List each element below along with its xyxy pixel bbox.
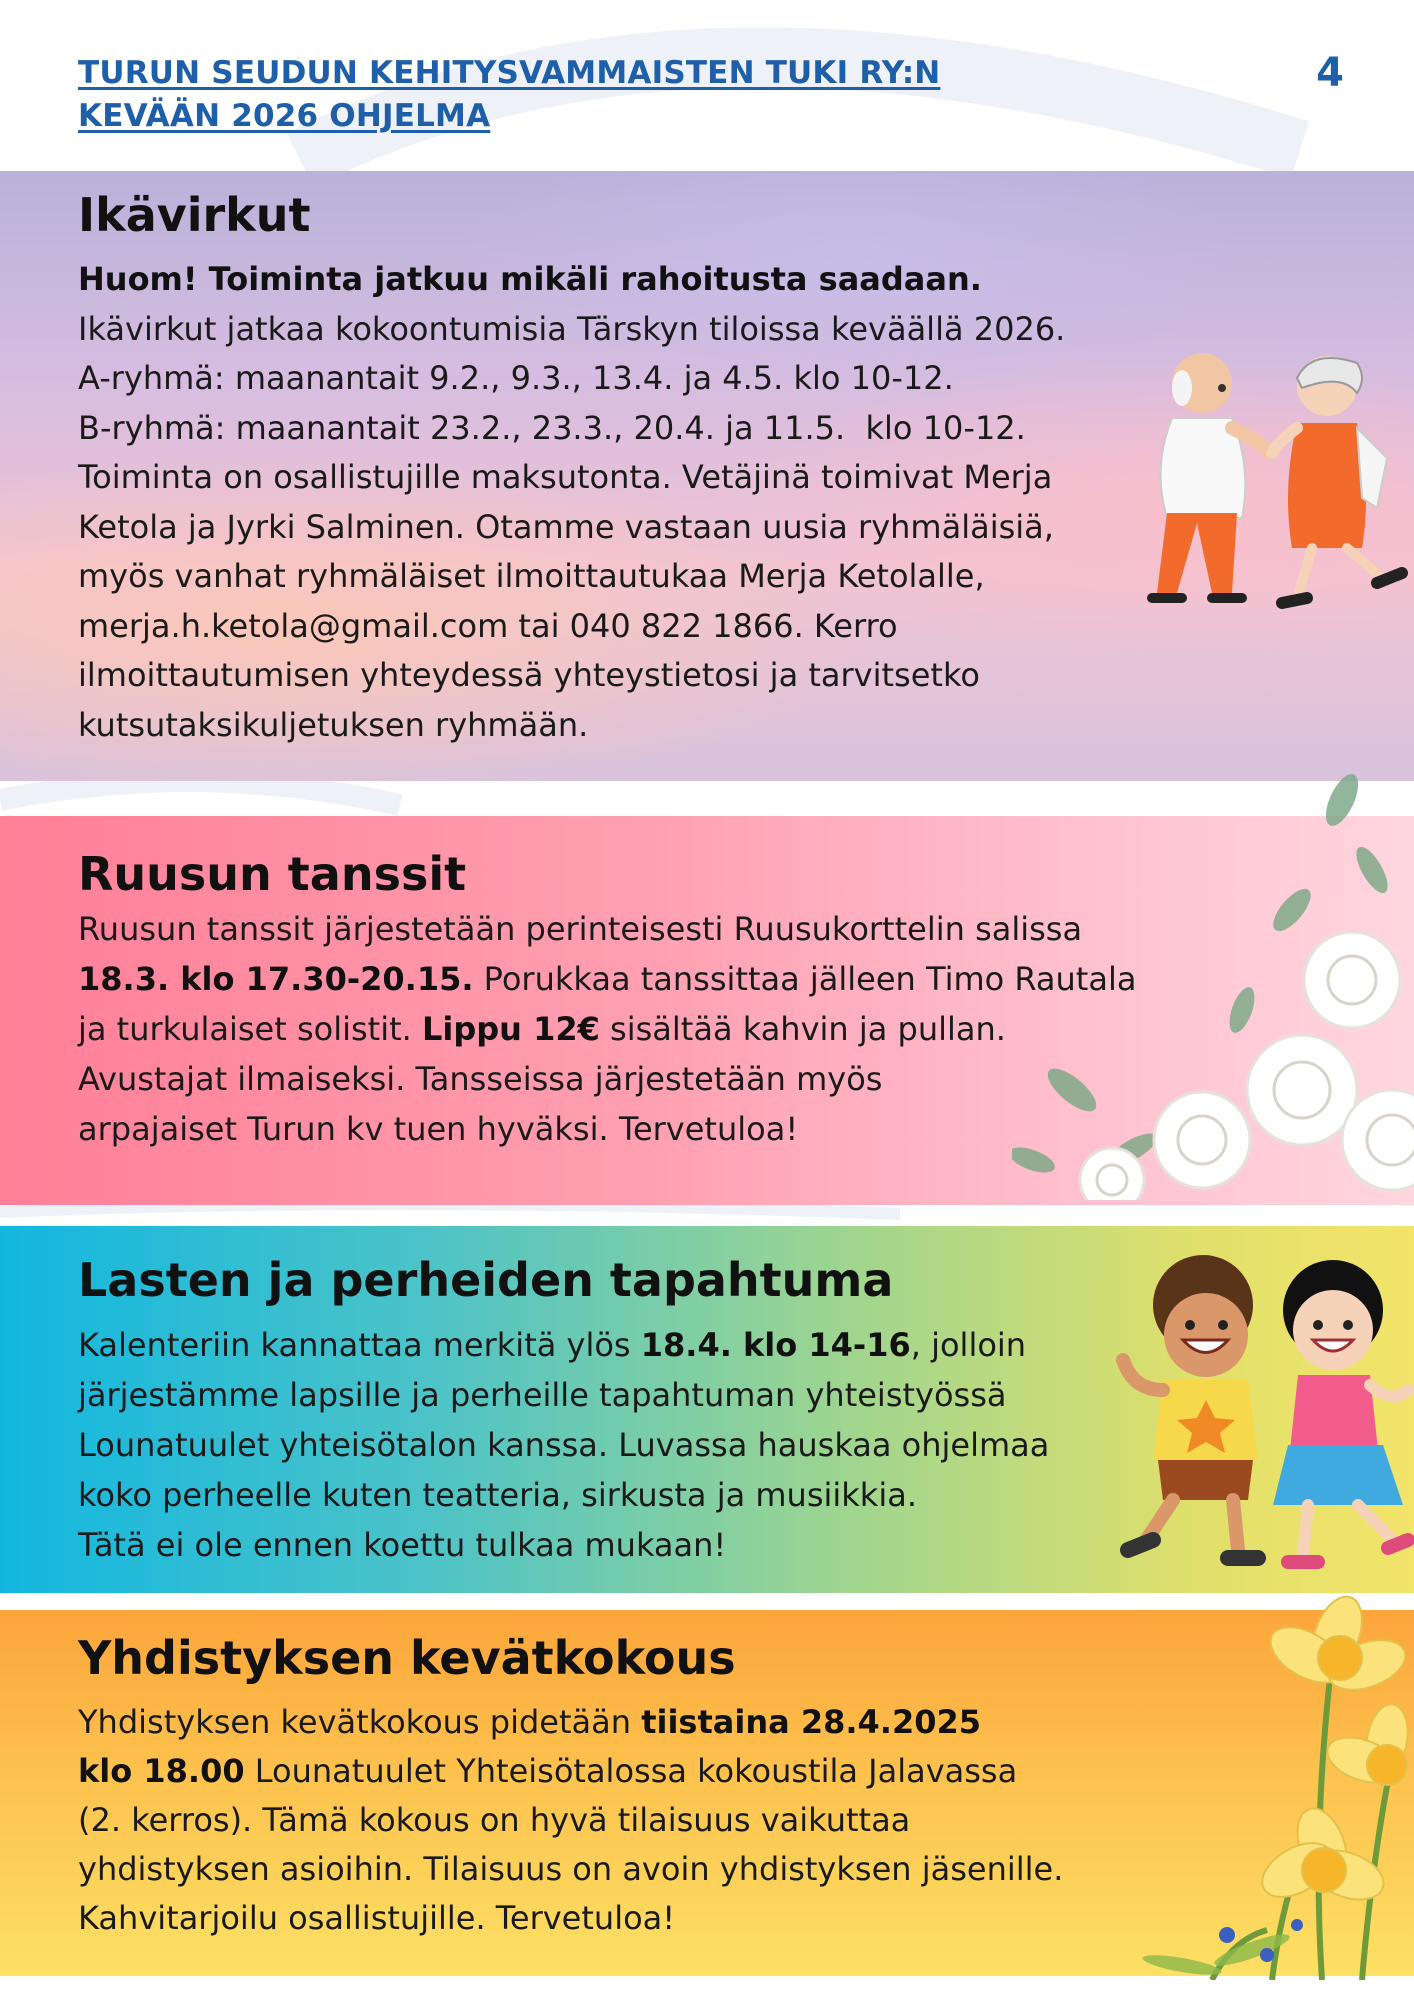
bold-text: 18.4. klo 14-16 xyxy=(640,1326,911,1364)
text-run: Yhdistyksen kevätkokous pidetään xyxy=(78,1703,642,1741)
text-run: A-ryhmä: maanantait 9.2., 9.3., 13.4. ja 4.5. klo 10-12. xyxy=(78,359,954,397)
text-run: Toiminta on osallistujille maksutonta. Vetäjinä toimivat Merja xyxy=(78,458,1053,496)
text-run: Avustajat ilmaiseksi. Tansseissa järjestetään myös xyxy=(78,1060,883,1098)
daffodil-flower xyxy=(1253,1802,1390,1909)
text-run: , jolloin xyxy=(910,1326,1027,1364)
text-run: B-ryhmä: maanantait 23.2., 23.3., 20.4. ja 11.5. klo 10-12. xyxy=(78,408,1026,447)
text-line xyxy=(78,651,1414,701)
document-header xyxy=(78,52,1078,138)
section-title: Lasten ja perheiden tapahtuma xyxy=(78,1253,894,1307)
text-line xyxy=(78,701,1414,751)
text-run: Lounatuulet yhteisötalon kanssa. Luvassa hauskaa ohjelmaa xyxy=(78,1426,1050,1464)
text-run: kutsutaksikuljetuksen ryhmään. xyxy=(78,705,589,744)
text-run: Kalenteriin kannattaa merkitä ylös xyxy=(78,1326,641,1364)
text-run: koko perheelle kuten teatteria, sirkusta ja musiikkia. xyxy=(78,1476,917,1514)
text-run: ja turkulaiset solistit. xyxy=(78,1010,422,1048)
elderly-woman-figure xyxy=(1272,356,1402,603)
text-run: merja.h.ketola@gmail.com tai 040 822 1866. Kerro xyxy=(78,606,898,645)
happy-kids-illustration xyxy=(1108,1240,1414,1580)
elderly-man-figure xyxy=(1152,353,1270,598)
text-run: Porukkaa tanssittaa jälleen Timo Rautala xyxy=(473,960,1137,998)
text-run: järjestämme lapsille ja perheille tapahtuman yhteistyössä xyxy=(78,1376,1007,1414)
bold-text: Huom! Toiminta jatkuu mikäli rahoitusta saadaan. xyxy=(78,260,982,298)
bold-text: Lippu 12€ xyxy=(421,1010,600,1048)
text-run: myös vanhat ryhmäläiset ilmoittautukaa Merja Ketolalle, xyxy=(78,557,985,595)
page-number: 4 xyxy=(1316,50,1344,96)
white-roses-illustration xyxy=(1012,760,1414,1200)
text-run: Tätä ei ole ennen koettu tulkaa mukaan! xyxy=(78,1526,727,1564)
text-run: arpajaiset Turun kv tuen hyväksi. Tervetuloa! xyxy=(78,1110,799,1148)
text-run: sisältää kahvin ja pullan. xyxy=(599,1010,1006,1048)
text-run: Ruusun tanssit järjestetään perinteisesti Ruusukorttelin salissa xyxy=(78,910,1083,948)
daffodil-flower xyxy=(1261,1590,1412,1699)
text-run: Kahvitarjoilu osallistujille. Tervetuloa! xyxy=(78,1899,676,1937)
daffodil-flower xyxy=(1321,1701,1413,1791)
text-run: yhdistyksen asioihin. Tilaisuus on avoin yhdistyksen jäsenille. xyxy=(78,1850,1064,1888)
bold-text: klo 18.00 xyxy=(78,1752,245,1790)
text-run: Lounatuulet Yhteisötalossa kokoustila Jalavassa xyxy=(244,1752,1018,1790)
boy-figure xyxy=(1123,1255,1258,1558)
text-run: Ikävirkut jatkaa kokoontumisia Tärskyn tiloissa keväällä 2026. xyxy=(78,309,1066,348)
daffodils-illustration xyxy=(1092,1580,1414,1980)
text-run: ilmoittautumisen yhteydessä yhteystietosi ja tarvitsetko xyxy=(78,656,980,694)
text-run: (2. kerros). Tämä kokous on hyvä tilaisuus vaikuttaa xyxy=(78,1801,911,1839)
section-title: Ruusun tanssit xyxy=(78,847,467,901)
text-line xyxy=(78,305,1414,355)
girl-figure xyxy=(1273,1260,1408,1562)
section-title: Ikävirkut xyxy=(78,188,311,242)
section-title: Yhdistyksen kevätkokous xyxy=(78,1631,736,1685)
header-title-line-1: TURUN SEUDUN KEHITYSVAMMAISTEN TUKI RY:N xyxy=(78,55,941,91)
header-title-line-2: KEVÄÄN 2026 OHJELMA xyxy=(78,98,491,134)
text-line xyxy=(78,255,1414,305)
bold-text: 18.3. klo 17.30-20.15. xyxy=(78,960,474,998)
elderly-couple-illustration xyxy=(1112,348,1412,623)
bold-text: tiistaina 28.4.2025 xyxy=(641,1703,982,1741)
text-run: Ketola ja Jyrki Salminen. Otamme vastaan uusia ryhmäläisiä, xyxy=(78,507,1054,546)
